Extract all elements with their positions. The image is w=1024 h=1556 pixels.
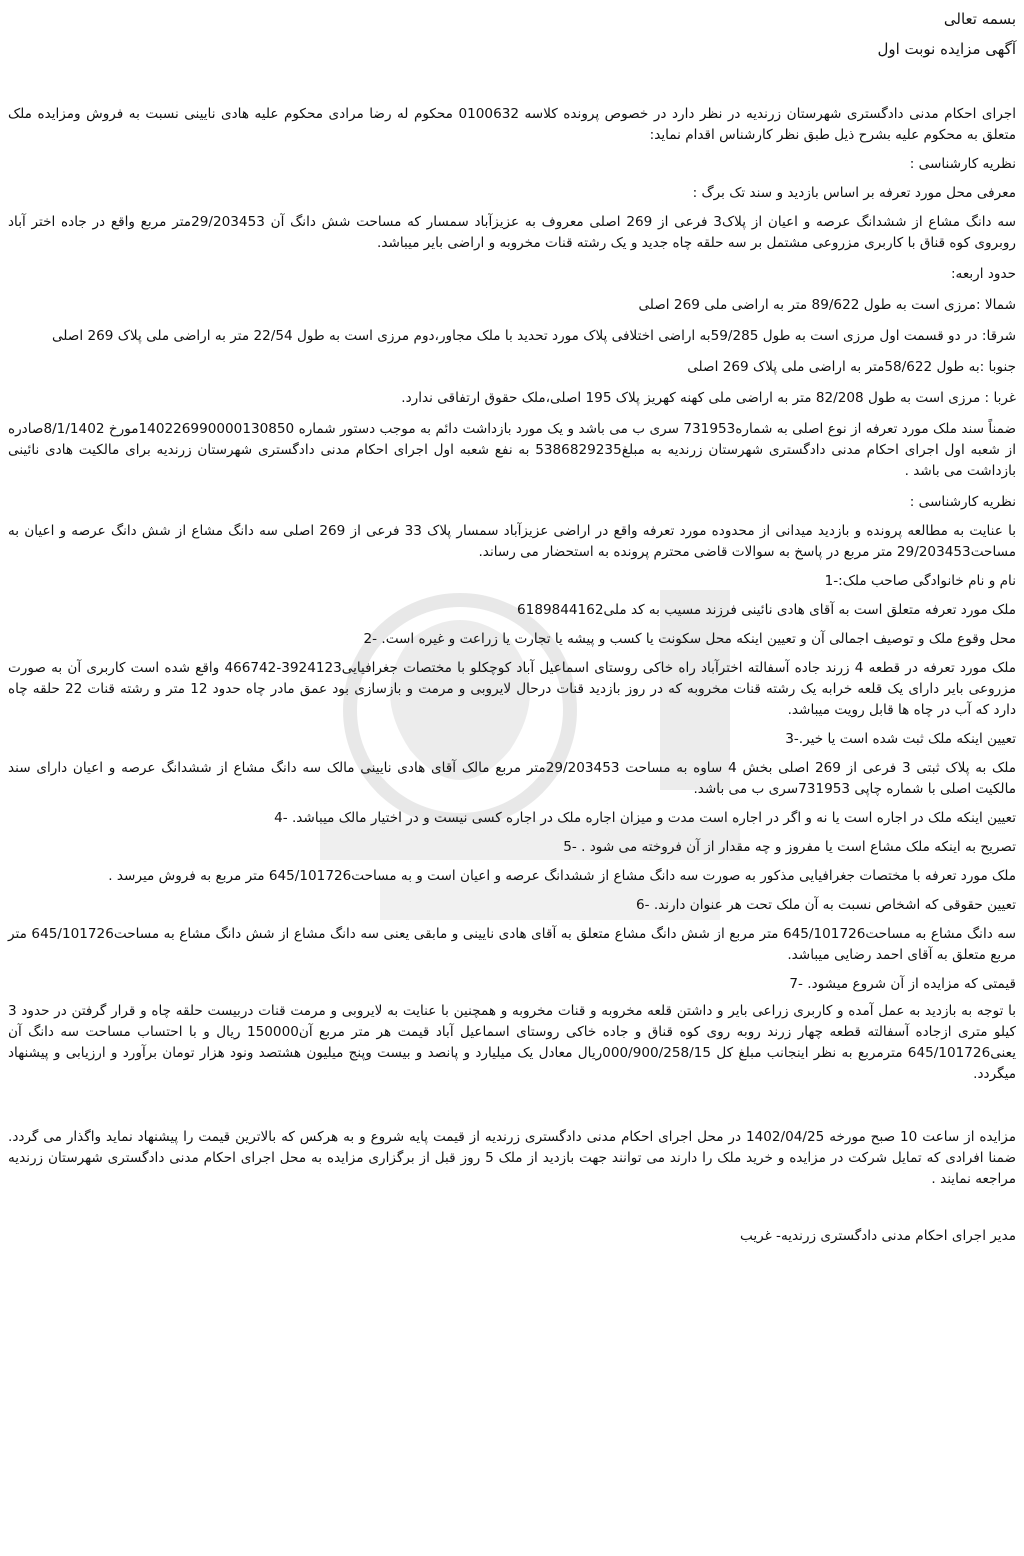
intro-paragraph: اجرای احکام مدنی دادگستری شهرستان زرندیه در نظر دارد در خصوص پرونده کلاسه 0100632 محکوم له رضا مرادی محکوم علیه هادی نایینی نسبت به فروش ومزایده ملک متعلق به محکوم علیه بشرح ذیل طبق نظر کارشناس اقدام نماید: <box>8 106 1016 143</box>
q6-title: تعیین حقوقی که اشخاص نسبت به آن ملک تحت هر عنوان دارند. -6 <box>635 897 1016 913</box>
auction-paragraph: مزایده از ساعت 10 صبح مورخه 1402/04/25 در محل اجرای احکام مدنی دادگستری زرندیه از قیمت پایه شروع و به هرکس که بالاترین قیمت را پیشنهاد نماید واگذار می گردد. ضمنا افرادی که تمایل شرکت در مزایده و خرید ملک را دارند می توانند جهت بازدید از ملک 5 روز قبل از برگزاری مزایده به محل اجرای احکام مدنی دادگستری شهرستان زرندیه مراجعه نمایند . <box>8 1129 1016 1187</box>
sec1-subtitle: معرفی محل مورد تعرفه بر اساس بازدید و سند تک برگ : <box>692 185 1016 201</box>
border-east: شرقا: در دو قسمت اول مرزی است به طول 59/285به اراضی اختلافی پلاک مورد تحدید با ملک مجاور،دوم مرزی است به طول 22/54 متر به اراضی ملی پلاک 269 اصلی <box>51 328 1016 344</box>
q2-body: ملک مورد تعرفه در قطعه 4 زرند جاده آسفالته اخترآباد راه خاکی روستای اسماعیل آباد کوچکلو با مختصات جغرافیایی3924123-466742 واقع شده است کاربری آن به صورت مزروعی بایر دارای یک قلعه خرابه یک رشته قنات مخروبه که در روز بازدید قنات درحال لایروبی و مرمت و بازسازی بود عمق مادر چاه حدود 12 متر و رشته قنات 22 حلقه چاه دارد که آب در چاه ها قابل رویت میباشد. <box>8 660 1016 718</box>
doc-invocation: بسمه تعالی <box>943 10 1016 28</box>
q5-body: ملک مورد تعرفه با مختصات جغرافیایی مذکور به صورت سه دانگ مشاع از ششدانگ عرصه و اعیان است و به مساحت645/101726 متر مربع به فروش میرسد . <box>108 868 1016 884</box>
q7-body: با توجه به بازدید به عمل آمده و کاربری زراعی بایر و داشتن قلعه مخروبه و قنات مخروبه و همچنین با عنایت به لایروبی و مرمت قنات دربیست حلقه چاه و قرار گرفتن در حدود 3 کیلو متری ازجاده آسفالته قطعه چهار زرند روبه روی کوه قناق و جاده خاکی روستای اسماعیل آباد قیمت هر متر مربع آن150000 ریال و با احتساب مساحت سه دانگ آن یعنی645/101726 مترمربع به نظر اینجانب مبلغ کل 000/900/258/15ریال معادل یک میلیارد و پانصد و بیست وپنج میلیون هشتصد ونود هزار تومان برآورد و ارزیابی و پیشنهاد میگردد. <box>8 1003 1017 1082</box>
doc-title: آگهی مزایده نوبت اول <box>877 40 1016 58</box>
sec2-title: نظریه کارشناسی : <box>909 494 1016 510</box>
note-paragraph: ضمناً سند ملک مورد تعرفه از نوع اصلی به شماره731953 سری ب می باشد و یک مورد بازداشت دائم به موجب دستور شماره 140226990000130850مورخ 8/1/1402صادره از شعبه اول اجرای احکام مدنی دادگستری شهرستان زرندیه به مبلغ5386829235 به نفع شعبه اول اجرای احکام مدنی دادگستری شهرستان زرندیه برای مالکیت هادی نائینی بازداشت می باشد . <box>8 421 1016 479</box>
signature: مدیر اجرای احکام مدنی دادگستری زرندیه- غریب <box>740 1228 1016 1244</box>
sec1-body: سه دانگ مشاع از ششدانگ عرصه و اعیان از پلاک3 فرعی از 269 اصلی معروف به عزیزآباد سمسار که مساحت شش دانگ آن 29/203453متر مربع واقع در جاده اختر آباد روبروی کوه قناق با کاربری مزروعی مشتمل بر سه حلقه چاه جدید و یک رشته قنات مخروبه و اراضی بایر میباشد. <box>8 214 1016 251</box>
q2-title: محل وقوع ملک و توصیف اجمالی آن و تعیین اینکه محل سکونت یا کسب و پیشه یا تجارت یا زراعت و غیره است. -2 <box>363 631 1016 647</box>
border-west: غربا : مرزی است به طول 82/208 متر به اراضی ملی کهنه کهریز پلاک 195 اصلی،ملک حقوق ارتفاقی ندارد. <box>401 390 1016 406</box>
q1-body: ملک مورد تعرفه متعلق است به آقای هادی نائینی فرزند مسیب به کد ملی6189844162 <box>517 602 1016 618</box>
q7-title: قیمتی که مزایده از آن شروع میشود. -7 <box>789 976 1016 992</box>
q4-title: تعیین اینکه ملک در اجاره است یا نه و اگر در اجاره است مدت و میزان اجاره ملک در اجاره کسی نیست و در اختیار مالک میباشد. -4 <box>274 810 1016 826</box>
q3-body: ملک به پلاک ثبتی 3 فرعی از 269 اصلی بخش 4 ساوه به مساحت 29/203453متر مربع مالک آقای هادی نایینی مالک سه دانگ مشاع از ششدانگ عرصه و اعیان دارای سند مالکیت اصلی با شماره چاپی 731953سری ب می باشد. <box>8 760 1016 797</box>
border-north: شمالا :مرزی است به طول 89/622 متر به اراضی ملی 269 اصلی <box>638 297 1016 313</box>
q6-body: سه دانگ مشاع به مساحت645/101726 متر مربع از شش دانگ مشاع متعلق به آقای هادی نایینی و مابقی یعنی سه دانگ مشاع از شش دانگ مشاع به مساحت645/101726 متر مربع متعلق به آقای احمد رضایی میباشد. <box>8 926 1016 963</box>
border-south: جنوبا :به طول 58/622متر به اراضی ملی پلاک 269 اصلی <box>687 359 1016 375</box>
sec1-title: نظریه کارشناسی : <box>909 156 1016 172</box>
borders-title: حدود اربعه: <box>950 266 1016 282</box>
document <box>8 8 1016 1247</box>
q5-title: تصریح به اینکه ملک مشاع است یا مفروز و چه مقدار از آن فروخته می شود . -5 <box>563 839 1016 855</box>
q1-title: نام و نام خانوادگی صاحب ملک:-1 <box>824 573 1016 589</box>
sec2-body: با عنایت به مطالعه پرونده و بازدید میدانی از محدوده مورد تعرفه واقع در اراضی عزیزآباد سمسار پلاک 33 فرعی از 269 اصلی سه دانگ مشاع از شش دانگ عرصه و اعیان به مساحت29/203453 متر مربع در پاسخ به سوالات قاضی محترم پرونده به استحضار می رساند. <box>8 523 1016 560</box>
q3-title: تعیین اینکه ملک ثبت شده است یا خیر.-3 <box>785 731 1016 747</box>
